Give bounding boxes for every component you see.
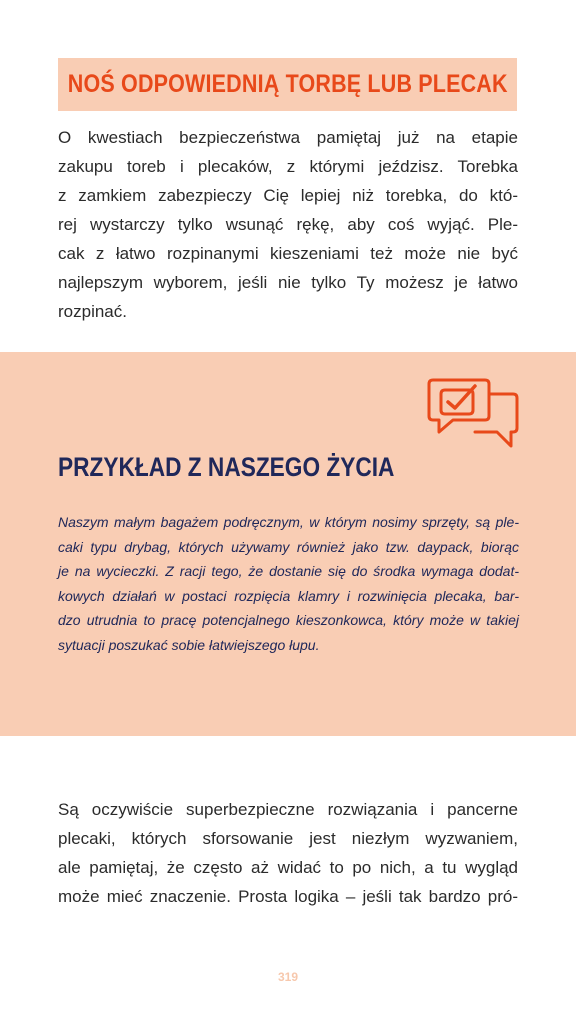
example-line: dzo utrudnia to pracę potencjalnego kieszonkowca, który może w takiej: [58, 612, 519, 628]
paragraph-line: z zamkiem zabezpieczy Cię lepiej niż torebka, do któ-: [58, 186, 518, 205]
example-line: Naszym małym bagażem podręcznym, w którym nosimy sprzęty, są ple-: [58, 514, 519, 530]
paragraph-1: [58, 123, 518, 326]
paragraph-line: Są oczywiście superbezpieczne rozwiązania i pancerne: [58, 800, 518, 819]
paragraph-line: plecaki, których sforsowanie jest niezłym wyzwaniem,: [58, 829, 518, 848]
paragraph-line: rozpinać.: [58, 302, 127, 321]
section-heading-band: [58, 58, 517, 111]
example-line: kowych działań w postaci rozpięcia klamry i rozwinięcia plecaka, bar-: [58, 587, 519, 604]
example-line: je na wycieczki. Z racji tego, że dostanie się do środka wymaga dodat-: [58, 563, 519, 579]
paragraph-line: zakupu toreb i plecaków, z którymi jeździsz. Torebka: [58, 157, 518, 176]
example-line: sytuacji poszukać sobie łatwiejszego łupu.: [58, 636, 320, 653]
section-heading: NOŚ ODPOWIEDNIĄ TORBĘ LUB PLECAK: [67, 70, 508, 98]
paragraph-line: rej wystarczy tylko wsunąć rękę, aby coś wyjąć. Ple-: [58, 215, 518, 234]
paragraph-line: może mieć znaczenie. Prosta logika – jeśli tak bardzo pró-: [58, 887, 518, 906]
page-number: 319: [277, 970, 299, 984]
paragraph-line: O kwestiach bezpieczeństwa pamiętaj już na etapie: [58, 128, 518, 147]
paragraph-line: najlepszym wyborem, jeśli nie tylko Ty możesz je łatwo: [58, 273, 518, 292]
example-line: caki typu drybag, których używamy również jako tzw. daypack, biorąc: [58, 538, 519, 555]
example-title: PRZYKŁAD Z NASZEGO ŻYCIA: [58, 452, 395, 482]
chat-check-icon: [425, 376, 521, 452]
paragraph-line: ale pamiętaj, że często aż widać to po nich, a tu wygląd: [58, 858, 518, 877]
paragraph-2: [58, 795, 518, 911]
example-text: [58, 510, 519, 657]
paragraph-line: cak z łatwo rozpinanymi kieszeniami też może nie być: [58, 244, 518, 263]
